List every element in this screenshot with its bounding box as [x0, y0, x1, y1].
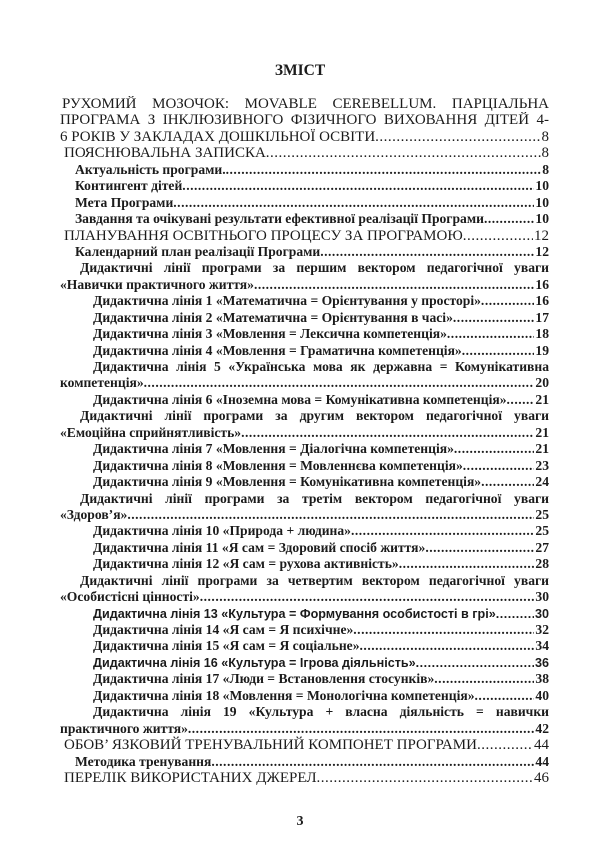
dot-leader	[144, 375, 535, 391]
toc-entry-title: Дидактична лінія 3 «Мовлення = Лексична компетенція»	[93, 326, 447, 342]
toc-entry[interactable]	[60, 638, 549, 654]
toc-entry[interactable]	[60, 178, 549, 194]
toc-entry[interactable]	[60, 606, 549, 622]
toc-entry[interactable]	[60, 392, 549, 408]
toc-page-number: 21	[535, 441, 549, 457]
dot-leader	[481, 293, 534, 309]
toc-entry-title: «Навички практичного життя»	[60, 276, 254, 292]
toc-page-number: 8	[541, 145, 549, 162]
toc-page-number: 30	[534, 606, 549, 621]
toc-entry-row	[60, 721, 549, 737]
toc-entry-title: Дидактична лінія 14 «Я сам = Я психічне»	[93, 622, 354, 637]
toc-page-number: 8	[541, 128, 549, 145]
toc-entry-title: Дидактична лінія 6 «Іноземна мова = Комунікативна компетенція»	[93, 391, 507, 407]
toc-page-number: 28	[535, 556, 549, 572]
toc-page-number: 32	[535, 622, 549, 637]
toc-entry-row	[60, 688, 549, 704]
toc-entry-title: ОБОВ’ ЯЗКОВИЙ ТРЕНУВАЛЬНИЙ КОМПОНЕТ ПРОГРАМИ	[64, 737, 477, 754]
toc-entry-row	[60, 441, 549, 457]
page-number: 3	[296, 814, 304, 829]
dot-leader	[425, 540, 534, 556]
toc-entry[interactable]	[60, 573, 549, 606]
dot-leader	[317, 770, 533, 786]
toc-page-number: 44	[534, 737, 549, 754]
toc-entry[interactable]	[60, 770, 549, 786]
toc-entry-title: Дидактична лінія 1 «Математична = Орієнтування у просторі»	[93, 293, 481, 309]
dot-leader	[416, 655, 534, 671]
toc-entry-text-line: Дидактична лінія 5 «Українська мова як державна = Комунікативна	[93, 359, 549, 374]
toc-entry[interactable]	[60, 359, 549, 392]
toc-entry[interactable]	[60, 491, 549, 524]
toc-entry-row	[60, 129, 549, 145]
toc-page-number: 40	[535, 687, 549, 703]
dot-leader	[454, 441, 535, 457]
dot-leader	[434, 671, 534, 687]
toc-entry[interactable]	[60, 540, 549, 556]
toc-entry-row	[60, 638, 549, 654]
toc-entry-row	[60, 622, 549, 638]
toc-entry-title: ПЕРЕЛІК ВИКОРИСТАНИХ ДЖЕРЕЛ	[64, 769, 317, 786]
dot-leader	[266, 145, 541, 161]
toc-entry[interactable]	[60, 408, 549, 441]
toc-page-number: 42	[535, 720, 549, 736]
toc-entry-text-line: Дидактична лінія 19 «Культура + власна діяльність = навички	[93, 704, 549, 720]
toc-page-number: 17	[535, 309, 549, 325]
toc-entry-title: «Особистісні цінності»	[60, 589, 200, 605]
toc-page-number: 30	[535, 589, 549, 605]
toc-page-number: 27	[535, 539, 549, 555]
dot-leader	[463, 228, 533, 244]
toc-page-number: 38	[535, 671, 549, 687]
toc-entry-row	[60, 293, 549, 309]
toc-entry-row	[60, 556, 549, 572]
toc-entry-row	[60, 523, 549, 539]
toc-entry-row	[60, 425, 549, 441]
toc-page-number: 18	[535, 326, 549, 342]
toc-entry-row	[60, 540, 549, 556]
dot-leader	[463, 458, 535, 474]
toc-entry-row	[60, 754, 549, 770]
toc-page-number: 46	[534, 769, 549, 786]
toc-entry-row	[60, 310, 549, 326]
dot-leader	[481, 474, 534, 490]
toc-entry[interactable]	[60, 211, 549, 227]
dot-leader	[462, 343, 535, 359]
toc-entry-title: Дидактична лінія 12 «Я сам = рухова активність»	[93, 556, 399, 572]
toc-entry-title: Дидактична лінія 13 «Культура = Формування особистості в грі»	[93, 606, 496, 621]
toc-entry-text-line: РУХОМИЙ МОЗОЧОК: MOVABLE CEREBELLUM. ПАРЦІАЛЬНА	[62, 96, 549, 112]
dot-leader	[353, 622, 534, 638]
toc-entry[interactable]	[60, 96, 549, 145]
toc-entry[interactable]	[60, 737, 549, 753]
toc-entry-title: Дидактична лінія 11 «Я сам = Здоровий спосіб життя»	[93, 539, 426, 555]
table-of-contents	[60, 96, 549, 786]
toc-page-number: 10	[535, 211, 549, 227]
toc-entry-row	[60, 474, 549, 490]
toc-page-number: 36	[534, 655, 549, 670]
toc-entry[interactable]	[60, 458, 549, 474]
toc-entry-row	[60, 770, 549, 786]
dot-leader	[375, 129, 540, 145]
toc-entry-title: Дидактична лінія 9 «Мовлення = Комунікативна компетенція»	[93, 474, 482, 490]
toc-entry[interactable]	[60, 326, 549, 342]
toc-entry-row	[60, 343, 549, 359]
toc-entry[interactable]	[60, 228, 549, 244]
toc-entry-title: Дидактична лінія 8 «Мовлення = Мовленнєва компетенція»	[93, 457, 463, 473]
toc-entry-text-line: ПРОГРАМА З ІНКЛЮЗИВНОГО ФІЗИЧНОГО ВИХОВАННЯ ДІТЕЙ 4-	[60, 112, 549, 129]
toc-entry[interactable]	[60, 671, 549, 687]
toc-entry-title: 6 РОКІВ У ЗАКЛАДАХ ДОШКІЛЬНОЇ ОСВІТИ	[60, 128, 376, 145]
toc-entry[interactable]	[60, 260, 549, 293]
toc-entry-title: Дидактична лінія 4 «Мовлення = Граматична компетенція»	[93, 342, 462, 358]
dot-leader	[453, 310, 535, 326]
toc-entry-text-line: Дидактичні лінії програми за другим вектором педагогічної уваги	[80, 408, 549, 424]
toc-entry[interactable]	[60, 293, 549, 309]
toc-entry-row	[60, 162, 549, 178]
toc-entry-row	[60, 375, 549, 391]
toc-page-number: 21	[535, 424, 549, 440]
toc-page-number: 16	[535, 276, 549, 292]
dot-leader	[507, 392, 535, 408]
toc-entry-title: ПОЯСНЮВАЛЬНА ЗАПИСКА	[64, 145, 266, 162]
toc-entry-title: Завдання та очікувані результати ефективної реалізації Програми	[75, 211, 484, 227]
toc-entry[interactable]	[60, 704, 549, 737]
toc-entry[interactable]	[60, 145, 549, 161]
toc-entry-text-line: Дидактичні лінії програми за четвертим вектором педагогічної уваги	[80, 572, 549, 588]
toc-page-number: 23	[535, 457, 549, 473]
toc-entry[interactable]	[60, 244, 549, 260]
dot-leader	[484, 211, 534, 227]
dot-leader	[320, 244, 534, 260]
toc-page-number: 10	[535, 178, 549, 194]
dot-leader	[127, 507, 534, 523]
toc-entry-row	[60, 211, 549, 227]
toc-page-number: 10	[535, 194, 549, 210]
toc-page-number: 25	[535, 523, 549, 539]
toc-entry[interactable]	[60, 754, 549, 770]
toc-entry-title: «Здоров’я»	[60, 506, 128, 522]
toc-entry-row	[60, 326, 549, 342]
toc-entry[interactable]	[60, 195, 549, 211]
toc-entry-row	[60, 244, 549, 260]
toc-entry-row	[60, 195, 549, 211]
toc-entry-row	[60, 606, 549, 622]
toc-entry-row	[60, 671, 549, 687]
toc-entry[interactable]	[60, 343, 549, 359]
toc-entry-title: Актуальність програми.	[75, 161, 226, 177]
dot-leader	[226, 162, 542, 178]
dot-leader	[241, 425, 534, 441]
toc-page-number: 20	[535, 375, 549, 391]
toc-entry-title: ПЛАНУВАННЯ ОСВІТНЬОГО ПРОЦЕСУ ЗА ПРОГРАМОЮ	[64, 227, 463, 244]
toc-entry-text-line: Дидактичні лінії програми за першим вектором педагогічної уваги	[80, 260, 549, 276]
toc-page-number: 34	[535, 638, 549, 654]
toc-page-number: 24	[535, 474, 549, 490]
toc-entry-row	[60, 655, 549, 671]
dot-leader	[211, 754, 534, 770]
toc-page-number: 44	[535, 753, 549, 769]
dot-leader	[360, 638, 535, 654]
toc-entry[interactable]	[60, 622, 549, 638]
dot-leader	[447, 326, 535, 342]
toc-entry[interactable]	[60, 441, 549, 457]
dot-leader	[200, 589, 535, 605]
toc-entry-title: Мета Програми	[75, 194, 174, 210]
toc-entry[interactable]	[60, 688, 549, 704]
toc-page-number: 19	[535, 342, 549, 358]
toc-entry[interactable]	[60, 310, 549, 326]
toc-entry-row	[60, 228, 549, 244]
toc-entry-row	[60, 458, 549, 474]
toc-entry-title: Методика тренування	[75, 753, 212, 769]
toc-entry-row	[60, 737, 549, 753]
dot-leader	[182, 178, 534, 194]
dot-leader	[475, 688, 535, 704]
toc-entry[interactable]	[60, 655, 549, 671]
toc-page-number: 12	[535, 243, 549, 259]
toc-entry[interactable]	[60, 474, 549, 490]
dot-leader	[496, 606, 534, 622]
toc-entry-row	[60, 507, 549, 523]
toc-entry-title: Дидактична лінія 2 «Математична = Орієнтування в часі»	[93, 309, 453, 325]
toc-entry-row	[60, 392, 549, 408]
toc-entry-title: Дидактична лінія 10 «Природа + людина»	[93, 523, 351, 539]
toc-entry[interactable]	[60, 523, 549, 539]
toc-page-number: 8	[542, 161, 549, 177]
toc-entry[interactable]	[60, 162, 549, 178]
toc-entry-row	[60, 178, 549, 194]
dot-leader	[188, 721, 535, 737]
toc-entry-title: «Емоційна сприйнятливість»	[60, 424, 242, 440]
toc-entry-title: Дидактична лінія 15 «Я сам = Я соціальне»	[93, 638, 360, 654]
toc-entry-title: Календарний план реалізації Програми	[75, 243, 321, 259]
dot-leader	[477, 737, 533, 753]
toc-page-number: 16	[535, 293, 549, 309]
toc-entry-row	[60, 589, 549, 605]
toc-entry-title: компетенція»	[60, 375, 144, 391]
toc-entry-title: Дидактична лінія 17 «Люди = Встановлення стосунків»	[93, 671, 435, 687]
toc-entry-title: Контингент дітей	[75, 178, 183, 194]
toc-entry-row	[60, 277, 549, 293]
toc-entry-title: практичного життя»	[60, 720, 188, 736]
toc-title: ЗМІСТ	[274, 62, 326, 79]
dot-leader	[351, 523, 534, 539]
toc-entry-title: Дидактична лінія 18 «Мовлення = Монологічна компетенція»	[93, 687, 475, 703]
toc-page-number: 12	[534, 227, 549, 244]
dot-leader	[254, 277, 534, 293]
toc-page-number: 21	[535, 391, 549, 407]
toc-entry-text-line: Дидактичні лінії програми за третім вектором педагогічної уваги	[80, 490, 549, 506]
toc-entry-row	[60, 145, 549, 161]
toc-entry-title: Дидактична лінія 16 «Культура = Ігрова діяльність»	[93, 655, 416, 670]
toc-page-number: 25	[535, 506, 549, 522]
dot-leader	[173, 195, 534, 211]
toc-entry-title: Дидактична лінія 7 «Мовлення = Діалогічна компетенція»	[93, 441, 454, 457]
dot-leader	[399, 556, 535, 572]
toc-entry[interactable]	[60, 556, 549, 572]
